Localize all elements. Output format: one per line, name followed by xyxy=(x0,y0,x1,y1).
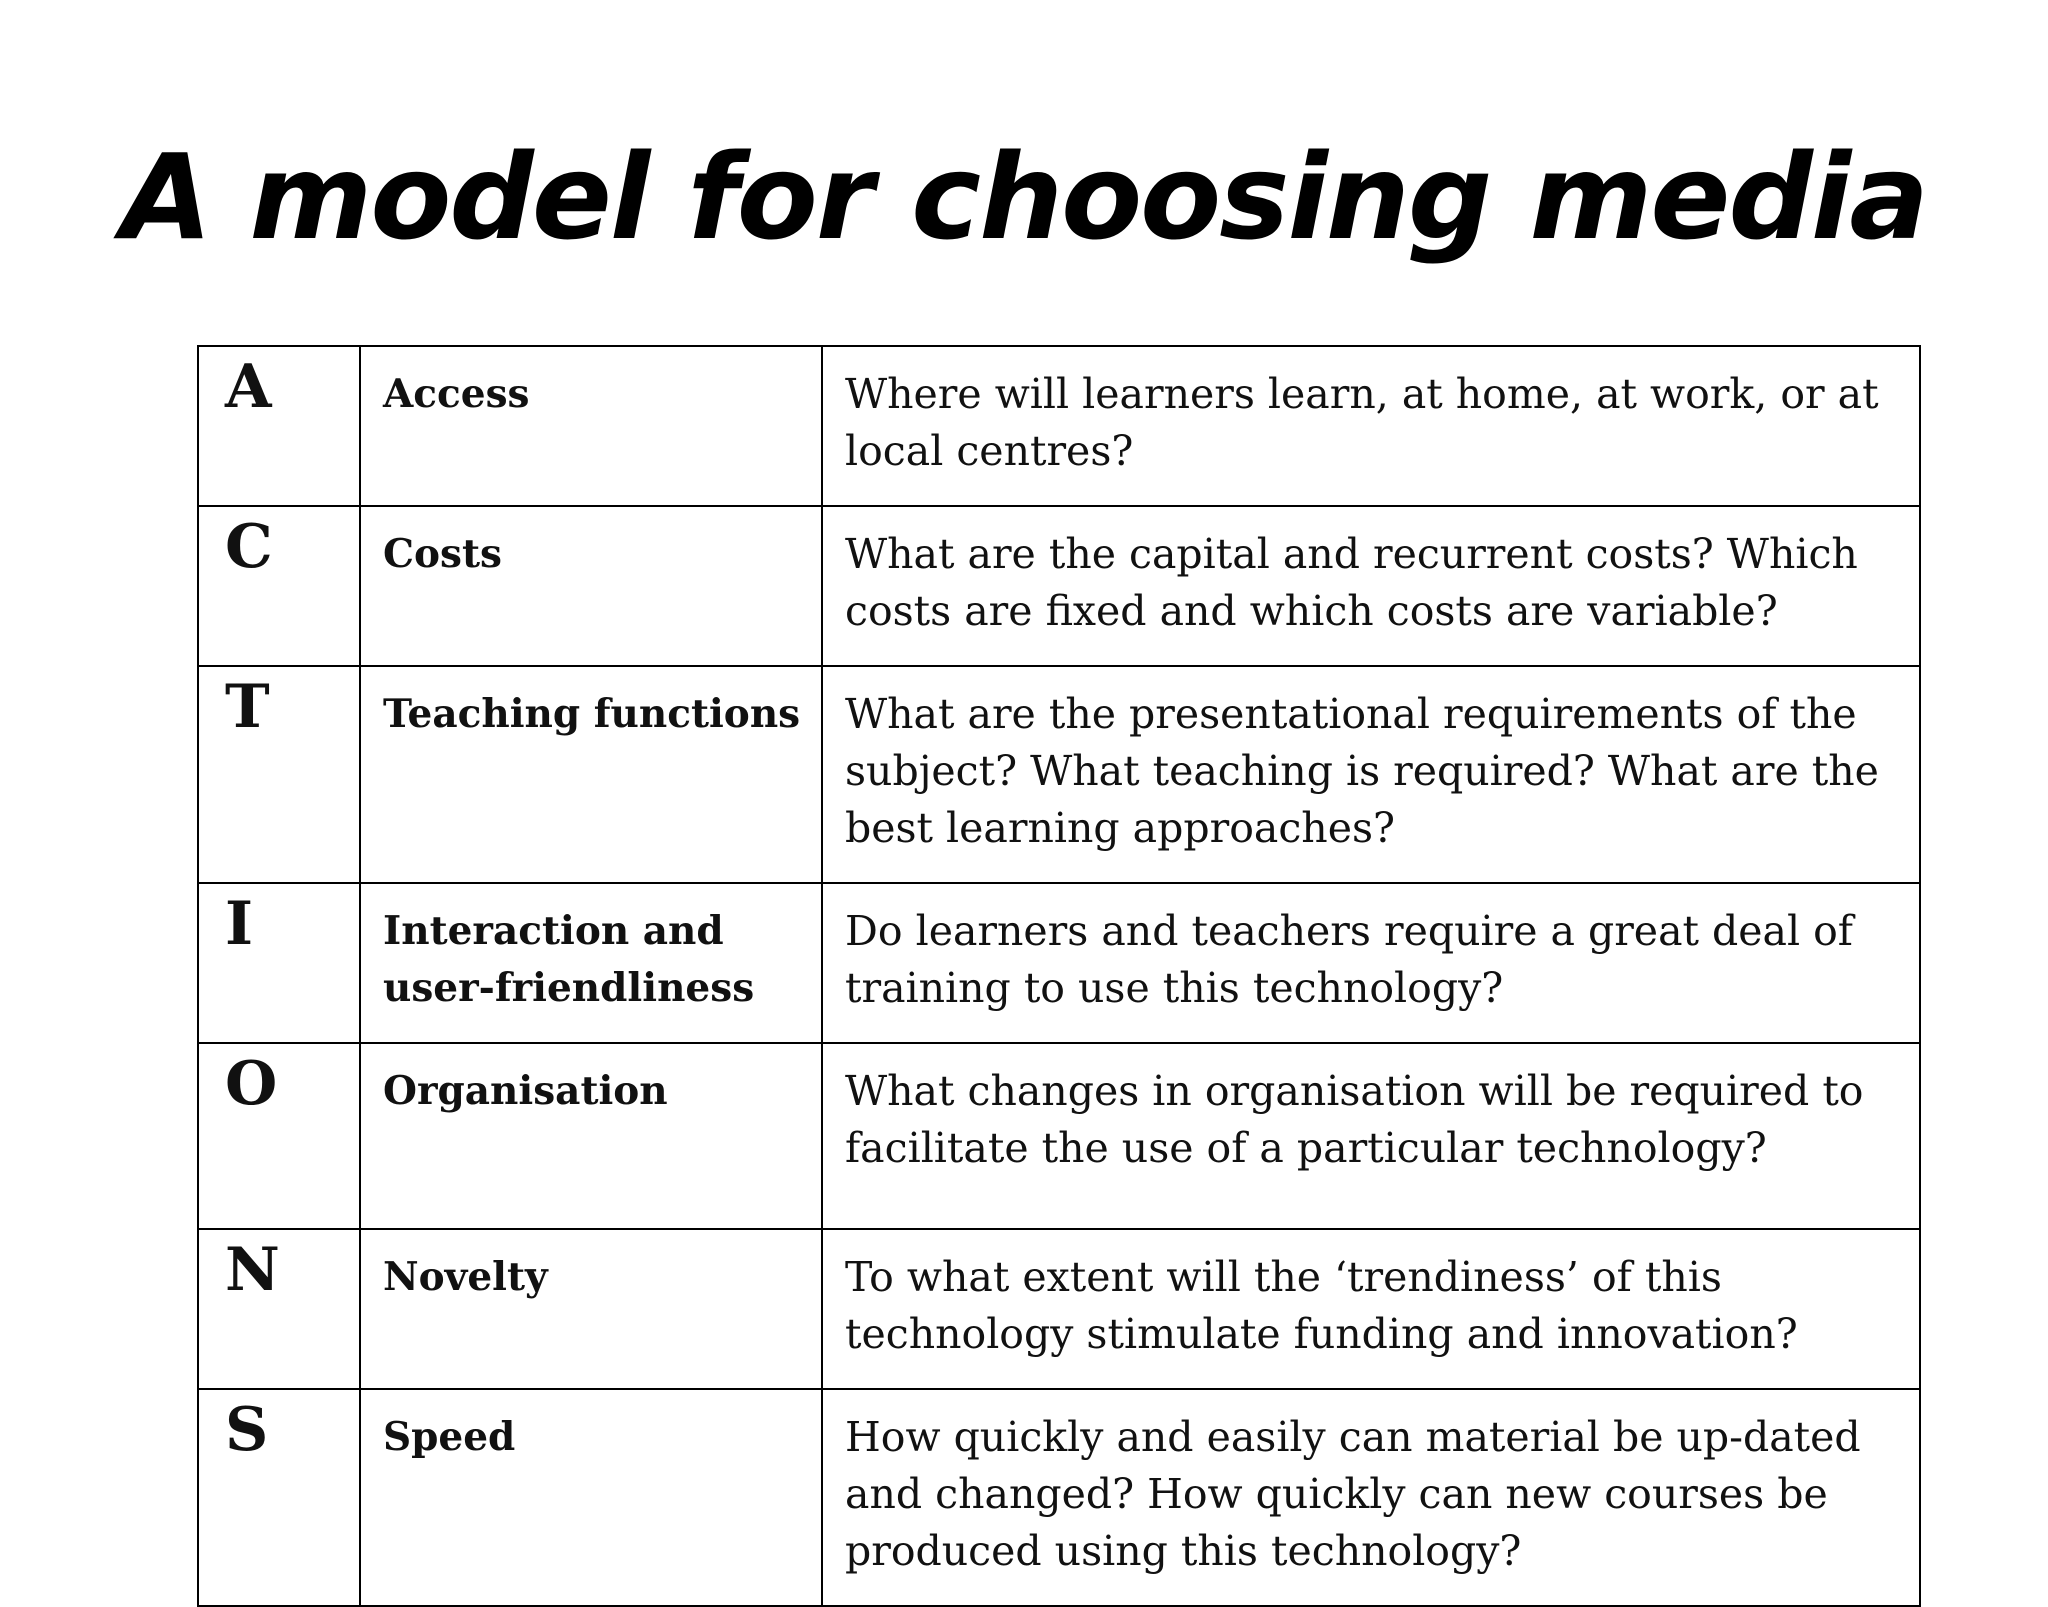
row-letter: A xyxy=(198,346,360,506)
table-row xyxy=(198,883,1920,1043)
table-row xyxy=(198,1043,1920,1229)
row-factor: Organisation xyxy=(360,1043,822,1229)
row-factor: Novelty xyxy=(360,1229,822,1389)
row-question: Where will learners learn, at home, at work, or at local centres? xyxy=(822,346,1920,506)
row-factor: Interaction and user-friendliness xyxy=(360,883,822,1043)
row-question: What are the capital and recurrent costs? Which costs are fixed and which costs are variable? xyxy=(822,506,1920,666)
row-factor: Teaching functions xyxy=(360,666,822,883)
row-letter: O xyxy=(198,1043,360,1229)
table-row xyxy=(198,346,1920,506)
row-letter: T xyxy=(198,666,360,883)
table-row xyxy=(198,666,1920,883)
row-letter: C xyxy=(198,506,360,666)
table-row xyxy=(198,1389,1920,1606)
row-letter: S xyxy=(198,1389,360,1606)
actions-model-table xyxy=(197,345,1921,1607)
slide-title: A model for choosing media xyxy=(121,128,1927,266)
row-factor: Access xyxy=(360,346,822,506)
row-letter: N xyxy=(198,1229,360,1389)
row-question: Do learners and teachers require a great deal of training to use this technology? xyxy=(822,883,1920,1043)
row-factor: Costs xyxy=(360,506,822,666)
row-question: How quickly and easily can material be up-dated and changed? How quickly can new courses be produced using this technology? xyxy=(822,1389,1920,1606)
row-question: To what extent will the ‘trendiness’ of this technology stimulate funding and innovation? xyxy=(822,1229,1920,1389)
row-question: What changes in organisation will be required to facilitate the use of a particular technology? xyxy=(822,1043,1920,1229)
table-row xyxy=(198,1229,1920,1389)
row-question: What are the presentational requirements of the subject? What teaching is required? What are the best learning approaches? xyxy=(822,666,1920,883)
row-factor: Speed xyxy=(360,1389,822,1606)
table-row xyxy=(198,506,1920,666)
row-letter: I xyxy=(198,883,360,1043)
